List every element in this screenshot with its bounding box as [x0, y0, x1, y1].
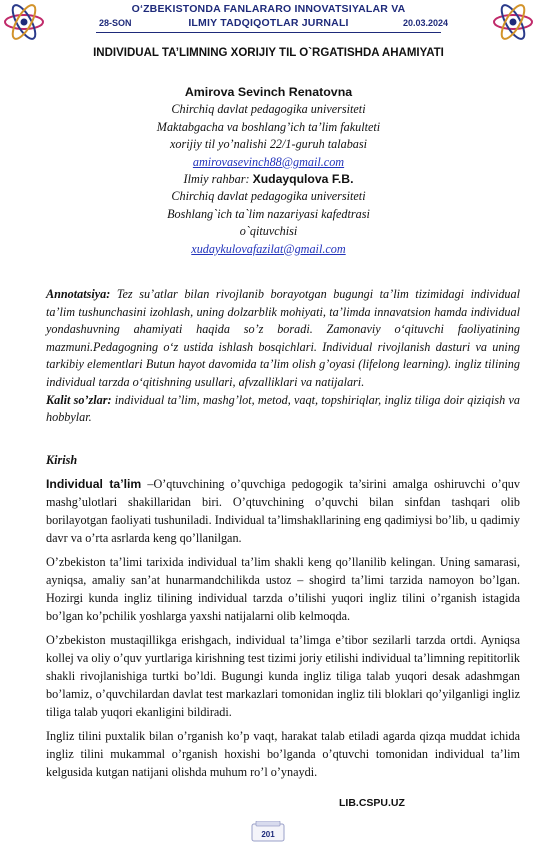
- article-body: [46, 451, 520, 787]
- paragraph-text: O’zbekiston ta’limi tarixida individual ta’lim shakli keng qo’llanilib kelingan. Uning samarasi, ayniqsa, amaliy san’at hunarmandchilikda ustoz – shogird ta’limi tarzida namoyon bo’lgan. Hozirgi kunda ingliz tilining individual tarzda o’tilishi yuqori ingliz tilini o’rganish istagida bo’lgan ko’pchilik yoshlarga yaxshi natijalarni olib kelmoqda.: [46, 555, 520, 623]
- advisor-email-link[interactable]: xudaykulovafazilat@gmail.com: [191, 241, 346, 256]
- advisor-name: Xudayqulova F.B.: [252, 172, 354, 187]
- header-divider: [96, 32, 441, 33]
- journal-title-line1: O‘ZBEKISTONDA FANLARARO INNOVATSIYALAR VA: [131, 3, 406, 15]
- site-watermark: LIB.CSPU.UZ: [339, 797, 405, 809]
- paragraph: [46, 553, 520, 625]
- lead-term: Individual ta’lim: [46, 477, 142, 491]
- author-affiliation: Chirchiq davlat pedagogika universiteti: [171, 102, 366, 117]
- article-title: INDIVIDUAL TA’LIMNING XORIJIY TIL O`RGATISHDA AHAMIYATI: [93, 47, 444, 59]
- abstract-text: Tez su’atlar bilan rivojlanib borayotgan bugungi ta’lim tizimidagi individual ta’lim tushunchasini izohlash, uning dolzarblik mohiyati, ta’limda innavatsion hamda individual yondashuvning ahamiyati haqida so’z boradi. Zamonaviy o‘qituvchi faoliyatining mazmuni.Pedagogning o‘z ustida ishlash bosqichlari. Individual rivojlanish dasturi va uning tarkibiy elementlari Butun hayot davomida ta’lim olish g’oyasi (lifelong learning). ingliz tilining individual tarzda o‘qitishning usullari, afvzalliklari va natijalari.: [46, 287, 520, 389]
- paragraph-text: O’zbekiston mustaqillikga erishgach, individual ta’limga e’tibor sezilarli tarzda ortdi. Ayniqsa kollej va oliy o’quv yurtlariga kirishning test tizimi joriy etilishi individual ta’limning repititorlik shakli rivojlanishiga turtki bo’ldi. Bugungi kunda ingliz tiliga talab yuqori desak adashmgan bo’lamiz, o’quvchilardan davlat test markazlari tomonidan ingliz tili bloklari qo’yilganligi ingliz tiliga talab yuqori ekanligini bildiradi.: [46, 633, 520, 719]
- abstract: [46, 286, 520, 427]
- author-email-link[interactable]: amirovasevinch88@gmail.com: [192, 154, 345, 169]
- author-name: Amirova Sevinch Renatovna: [184, 85, 353, 99]
- author-affiliation: xorijiy til yo’nalishi 22/1-guruh talabasi: [169, 137, 368, 152]
- advisor-affiliation: Chirchiq davlat pedagogika universiteti: [171, 189, 366, 204]
- paragraph: [46, 727, 520, 781]
- journal-header: [0, 0, 537, 36]
- issue-date: 20.03.2024: [403, 18, 449, 28]
- keywords-label: Kalit so’zlar:: [46, 392, 112, 407]
- paragraph: [46, 631, 520, 721]
- paragraph-text: –O’qtuvchining o’quvchiga pedogogik ta’sirini amalga oshiruvchi o’quv mashg’ulotlari shakillaridan biri. O’qtuvchining o’quvchi bilan sinfdan tashqari olib borilayotgan faoliyati tushuniladi. Individual ta’limshakllarining eng qadimiysi bo’lib, u qadimiy davr va o’rta asrlarda keng qo’llanilgan.: [46, 477, 520, 545]
- abstract-label: Annotatsiya:: [46, 287, 111, 301]
- advisor-affiliation: Boshlang`ich ta`lim nazariyasi kafedtrasi: [167, 206, 370, 221]
- section-heading: Kirish: [46, 453, 78, 467]
- paragraph-text: Ingliz tilini puxtalik bilan o’rganish ko’p vaqt, harakat talab etiladi agarda qizqa muddat ichida ingliz tilini mukammal o’rganish hoxishi bo’lganda o’qtuvchi tomonidan individual ta’lim kelgusida kutgan natijani olishda muhum ro’l o’ynaydi.: [46, 729, 520, 779]
- author-affiliation: Maktabgacha va boshlang’ich ta’lim fakulteti: [156, 119, 381, 134]
- keywords-text: individual ta’lim, mashg’lot, metod, vaqt, topshiriqlar, ingliz tiliga doir qiziqish va hobbylar.: [46, 392, 520, 425]
- advisor-label: Ilmiy rahbar:: [183, 172, 253, 187]
- author-block: [0, 84, 537, 258]
- advisor-affiliation: o`qituvchisi: [239, 224, 298, 239]
- journal-title-line2: ILMIY TADQIQOTLAR JURNALI: [188, 17, 349, 29]
- issue-number: 28-SON: [99, 18, 132, 28]
- page-number-badge-icon: [251, 821, 285, 842]
- page-number: 201: [261, 830, 275, 839]
